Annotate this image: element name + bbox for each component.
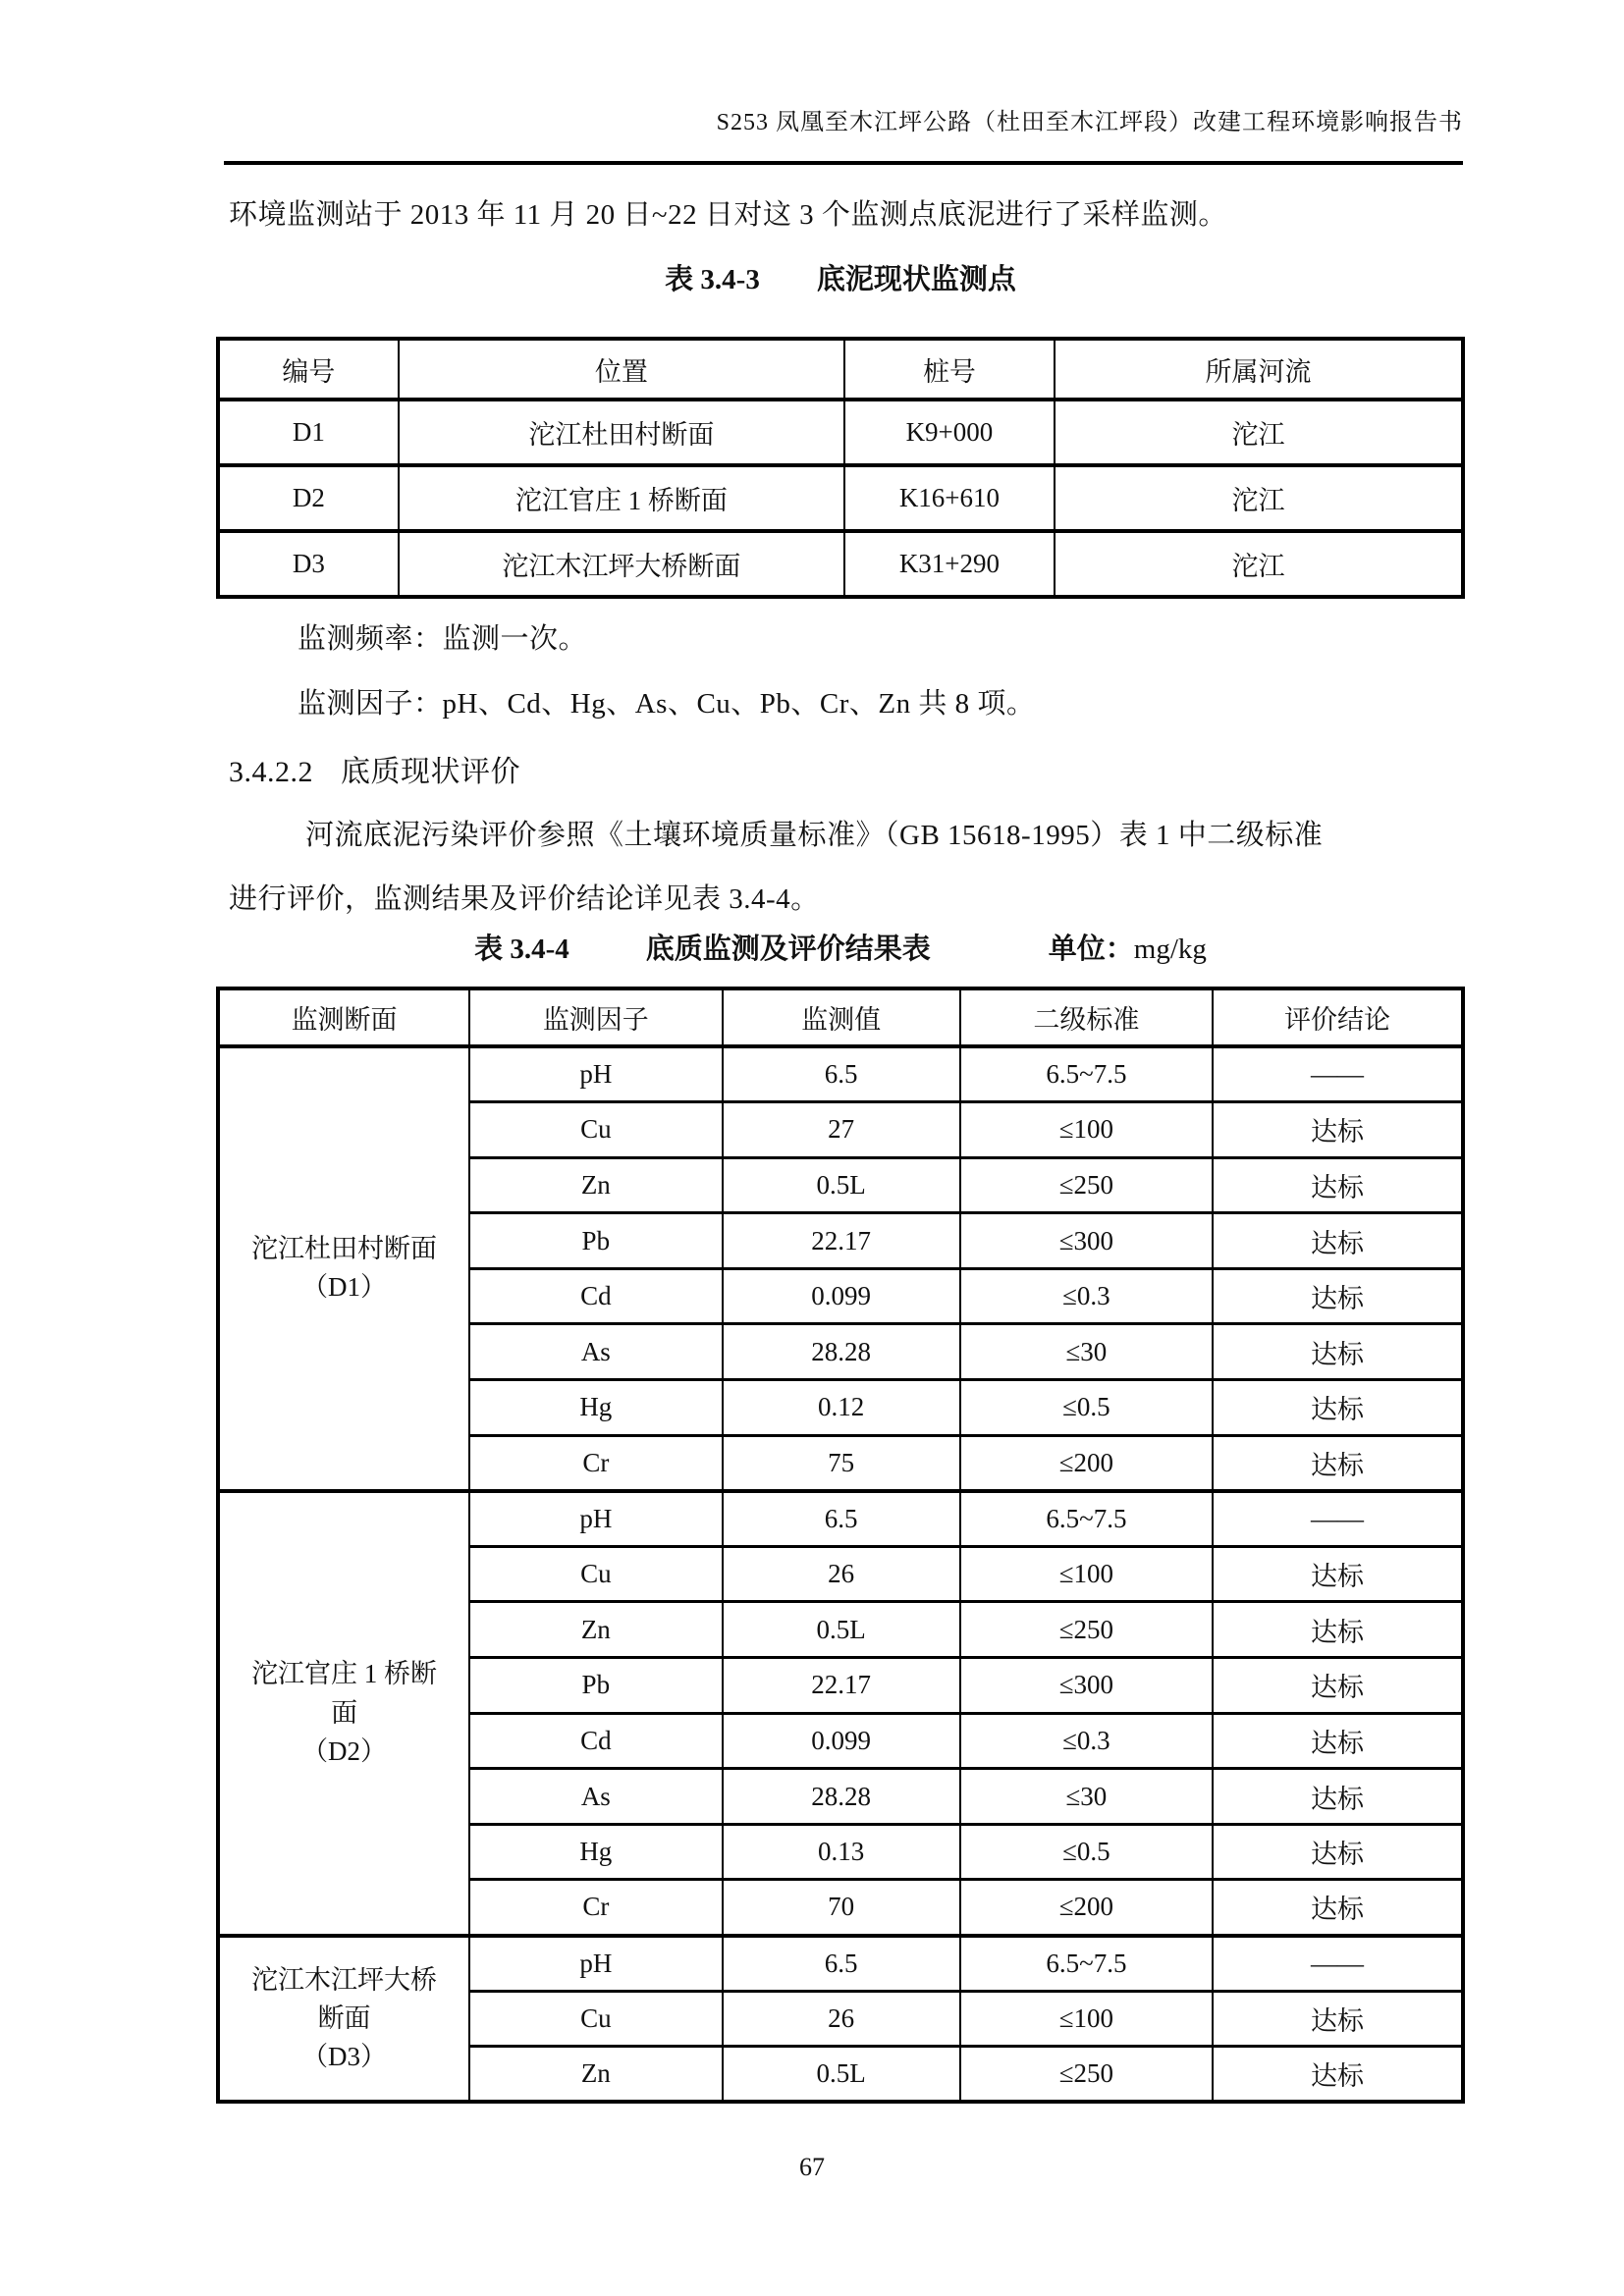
table-cell: K9+000 <box>844 400 1055 465</box>
table-cell: 达标 <box>1213 1824 1463 1880</box>
table-cell: ≤0.5 <box>960 1824 1213 1880</box>
table2-unit-value: mg/kg <box>1133 934 1207 965</box>
table-cell: K16+610 <box>844 465 1055 531</box>
table-cell: pH <box>469 1936 722 1992</box>
table-cell: Pb <box>469 1213 722 1269</box>
table-cell: 0.5L <box>723 1157 960 1213</box>
table-row <box>218 1491 1463 1547</box>
table-cell: Cr <box>469 1880 722 1936</box>
table-cell: —— <box>1213 1491 1463 1547</box>
table-cell: 6.5 <box>723 1936 960 1992</box>
table-cell: Cd <box>469 1268 722 1324</box>
table2-header-row <box>218 988 1463 1046</box>
table-cell: Zn <box>469 2047 722 2103</box>
table-cell: ≤100 <box>960 1546 1213 1602</box>
table-cell: ≤0.5 <box>960 1380 1213 1436</box>
table-cell: ≤30 <box>960 1769 1213 1825</box>
table2-header-cell: 评价结论 <box>1213 988 1463 1046</box>
table-cell: As <box>469 1324 722 1380</box>
table1-caption <box>216 257 1465 297</box>
table-cell: pH <box>469 1046 722 1102</box>
table-cell: Zn <box>469 1157 722 1213</box>
table-cell: 达标 <box>1213 2047 1463 2103</box>
table-cell: 28.28 <box>723 1769 960 1825</box>
table-cell: 达标 <box>1213 1713 1463 1769</box>
section-label-line: （D2） <box>301 1735 388 1766</box>
table-cell: Zn <box>469 1602 722 1658</box>
table-cell: ≤250 <box>960 1157 1213 1213</box>
table-cell: 6.5~7.5 <box>960 1491 1213 1547</box>
monitoring-frequency-line: 监测频率：监测一次。 <box>298 623 588 655</box>
table-cell: 达标 <box>1213 1880 1463 1936</box>
section-label-cell <box>218 1936 469 2103</box>
section-title: 底质现状评价 <box>341 756 520 788</box>
table-cell: ≤300 <box>960 1213 1213 1269</box>
table-cell: 达标 <box>1213 1380 1463 1436</box>
table-cell: Pb <box>469 1658 722 1714</box>
table-cell: 0.13 <box>723 1824 960 1880</box>
table-cell: 达标 <box>1213 1602 1463 1658</box>
table2-caption <box>216 927 1465 967</box>
table-cell: 沱江官庄 1 桥断面 <box>399 465 844 531</box>
table-cell: 达标 <box>1213 1268 1463 1324</box>
table-monitoring-points <box>216 337 1465 599</box>
eval-paragraph-line1: 河流底泥污染评价参照《土壤环境质量标准》（GB 15618-1995）表 1 中二级标准 <box>305 820 1324 851</box>
table-cell: 沱江 <box>1055 531 1463 597</box>
table-cell: Cr <box>469 1435 722 1491</box>
table-cell: 达标 <box>1213 1102 1463 1158</box>
page-number: 67 <box>799 2153 825 2181</box>
table-cell: 6.5 <box>723 1491 960 1547</box>
table-cell: 沱江杜田村断面 <box>399 400 844 465</box>
table-cell: 达标 <box>1213 1658 1463 1714</box>
table-cell: 达标 <box>1213 1324 1463 1380</box>
table1-header-cell: 桩号 <box>844 339 1055 400</box>
table-cell: 28.28 <box>723 1324 960 1380</box>
table-cell: 75 <box>723 1435 960 1491</box>
section-label-line: 断面 <box>317 2002 371 2033</box>
table-row <box>218 465 1463 531</box>
table-cell: D2 <box>218 465 399 531</box>
section-label-line: （D3） <box>301 2041 388 2071</box>
table-cell: 27 <box>723 1102 960 1158</box>
table-cell: 达标 <box>1213 1991 1463 2047</box>
table-cell: 22.17 <box>723 1658 960 1714</box>
section-number: 3.4.2.2 <box>229 756 313 788</box>
table-cell: Cd <box>469 1713 722 1769</box>
section-label-line: 面 <box>331 1697 358 1728</box>
table-cell: 达标 <box>1213 1435 1463 1491</box>
table-cell: Hg <box>469 1380 722 1436</box>
table-cell: Cu <box>469 1991 722 2047</box>
table-cell: pH <box>469 1491 722 1547</box>
table2-header-cell: 监测值 <box>723 988 960 1046</box>
section-label-line: 沱江杜田村断面 <box>251 1234 438 1264</box>
table-cell: ≤250 <box>960 2047 1213 2103</box>
monitoring-factors-line: 监测因子：pH、Cd、Hg、As、Cu、Pb、Cr、Zn 共 8 项。 <box>298 688 1036 720</box>
table2-caption-label: 表 3.4-4 <box>474 934 569 965</box>
intro-paragraph: 环境监测站于 2013 年 11 月 20 日~22 日对这 3 个监测点底泥进行了采样监测。 <box>229 199 1227 231</box>
table-cell: ≤30 <box>960 1324 1213 1380</box>
table-cell: 达标 <box>1213 1546 1463 1602</box>
table-cell: 0.12 <box>723 1380 960 1436</box>
table-cell: D3 <box>218 531 399 597</box>
table-cell: 22.17 <box>723 1213 960 1269</box>
section-heading <box>229 747 520 790</box>
table-row <box>218 1046 1463 1102</box>
table-cell: 沱江 <box>1055 400 1463 465</box>
section-label-line: （D1） <box>301 1272 388 1303</box>
table-cell: 70 <box>723 1880 960 1936</box>
table1-caption-title: 底泥现状监测点 <box>816 264 1016 295</box>
table2-header-cell: 监测断面 <box>218 988 469 1046</box>
table1-header-row <box>218 339 1463 400</box>
table-cell: ≤250 <box>960 1602 1213 1658</box>
table-cell: 达标 <box>1213 1213 1463 1269</box>
table2-header-cell: 监测因子 <box>469 988 722 1046</box>
table-cell: Hg <box>469 1824 722 1880</box>
header-divider-rule <box>224 161 1463 165</box>
table-cell: As <box>469 1769 722 1825</box>
table-cell: 0.099 <box>723 1713 960 1769</box>
table-cell: ≤100 <box>960 1991 1213 2047</box>
table-cell: 26 <box>723 1991 960 2047</box>
table2-unit-label: 单位： <box>1048 934 1134 965</box>
table-cell: ≤300 <box>960 1658 1213 1714</box>
table1-header-cell: 位置 <box>399 339 844 400</box>
table-cell: 6.5~7.5 <box>960 1046 1213 1102</box>
table-cell: 沱江 <box>1055 465 1463 531</box>
table-cell: 26 <box>723 1546 960 1602</box>
table-cell: —— <box>1213 1936 1463 1992</box>
table-cell: 沱江木江坪大桥断面 <box>399 531 844 597</box>
table1-caption-label: 表 3.4-3 <box>665 264 760 295</box>
table2-caption-title: 底质监测及评价结果表 <box>645 934 931 965</box>
table-cell: D1 <box>218 400 399 465</box>
table-cell: Cu <box>469 1102 722 1158</box>
table-cell: K31+290 <box>844 531 1055 597</box>
table-row <box>218 531 1463 597</box>
section-label-cell <box>218 1046 469 1491</box>
section-label-cell <box>218 1491 469 1936</box>
table1-header-cell: 编号 <box>218 339 399 400</box>
table2-header-cell: 二级标准 <box>960 988 1213 1046</box>
section-label-line: 沱江木江坪大桥 <box>251 1964 438 1995</box>
table-row <box>218 400 1463 465</box>
table-cell: Cu <box>469 1546 722 1602</box>
table-cell: 0.5L <box>723 1602 960 1658</box>
table-cell: 0.099 <box>723 1268 960 1324</box>
page-header-title: S253 凤凰至木江坪公路（杜田至木江坪段）改建工程环境影响报告书 <box>716 110 1463 135</box>
table-cell: ≤0.3 <box>960 1268 1213 1324</box>
table-cell: ≤200 <box>960 1880 1213 1936</box>
table-cell: ≤0.3 <box>960 1713 1213 1769</box>
table-cell: 6.5~7.5 <box>960 1936 1213 1992</box>
table-cell: 6.5 <box>723 1046 960 1102</box>
table-cell: ≤200 <box>960 1435 1213 1491</box>
table1-header-cell: 所属河流 <box>1055 339 1463 400</box>
table-cell: 0.5L <box>723 2047 960 2103</box>
table-sediment-results <box>216 987 1465 2104</box>
table-cell: —— <box>1213 1046 1463 1102</box>
table-cell: ≤100 <box>960 1102 1213 1158</box>
table-cell: 达标 <box>1213 1157 1463 1213</box>
eval-paragraph-line2: 进行评价，监测结果及评价结论详见表 3.4-4。 <box>229 883 820 915</box>
table-row <box>218 1936 1463 1992</box>
section-label-line: 沱江官庄 1 桥断 <box>251 1659 438 1689</box>
table-cell: 达标 <box>1213 1769 1463 1825</box>
